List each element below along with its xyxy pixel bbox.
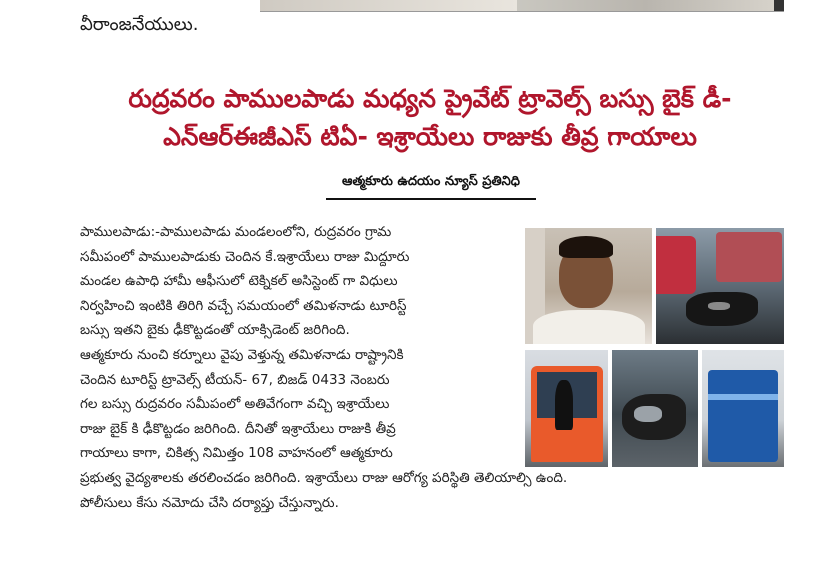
adjacent-column-fragment	[810, 0, 834, 582]
body-line: నిర్వహించి ఇంటికి తిరిగి వచ్చే సమయంలో తమిళనాడు టూరిస్ట్	[80, 297, 407, 314]
previous-article-photo	[260, 0, 784, 12]
body-line: చెందిన టూరిస్ట్ ట్రావెల్స్ టీయన్- 67, బిజడ్ 0433 నెంబరు	[80, 371, 390, 388]
previous-article-fragment	[80, 0, 260, 40]
previous-article-byline: వీరాంజనేయులు.	[80, 14, 199, 35]
article-body	[80, 220, 780, 515]
body-line: బస్సు ఇతని బైకు ఢీకొట్టడంతో యాక్సిడెంట్ జరిగింది.	[80, 322, 350, 339]
body-line: ప్రభుత్వ వైద్యశాలకు తరలించడం జరిగింది. ఇశ్రాయేలు రాజు ఆరోగ్య పరిస్థితి తెలియాల్సి ఉంది.	[80, 469, 568, 486]
body-line: మండల ఉపాధి హామీ ఆఫీసులో టెక్నికల్ అసిస్టెంట్ గా విధులు	[80, 273, 398, 290]
body-line: పాములపాడు:-పాములపాడు మండలంలోని, రుద్రవరం గ్రామ	[80, 224, 392, 240]
photo-segment	[517, 0, 774, 11]
body-line: రాజు బైక్ కి ఢీకొట్టడం జరిగింది. దీనితో ఇశ్రాయేలు రాజుకి తీవ్ర	[80, 420, 396, 437]
photo-segment	[260, 0, 517, 11]
body-line: ఆత్మకూరు నుంచి కర్నూలు వైపు వెళ్తున్న తమిళనాడు రాష్ట్రానికి	[80, 346, 404, 363]
article-headline	[80, 80, 780, 156]
body-line: సమీపంలో పాములపాడుకు చెందిన కే.ఇశ్రాయేలు రాజు మిద్దూరు	[80, 248, 410, 265]
headline-line-2: ఎన్ఆర్ఈజీఎస్ టిఏ- ఇశ్రాయేలు రాజుకు తీవ్ర గాయాలు	[163, 122, 697, 151]
photo-segment	[774, 0, 784, 11]
body-line: గాయాలు కాగా, చికిత్స నిమిత్తం 108 వాహనంలో ఆత్మకూరు	[80, 445, 393, 462]
article-byline: ఆత్మకూరు ఉదయం న్యూస్ ప్రతినిధి	[326, 174, 536, 200]
body-line: పోలీసులు కేసు నమోదు చేసి దర్యాప్తు చేస్తున్నారు.	[80, 494, 339, 511]
body-line: గల బస్సు రుద్రవరం సమీపంలో అతివేగంగా వచ్చి ఇశ్రాయేలు	[80, 396, 390, 413]
headline-line-1: రుద్రవరం పాములపాడు మధ్యన ప్రైవేట్ ట్రావెల్స్ బస్సు బైక్ డీ-	[128, 84, 732, 113]
